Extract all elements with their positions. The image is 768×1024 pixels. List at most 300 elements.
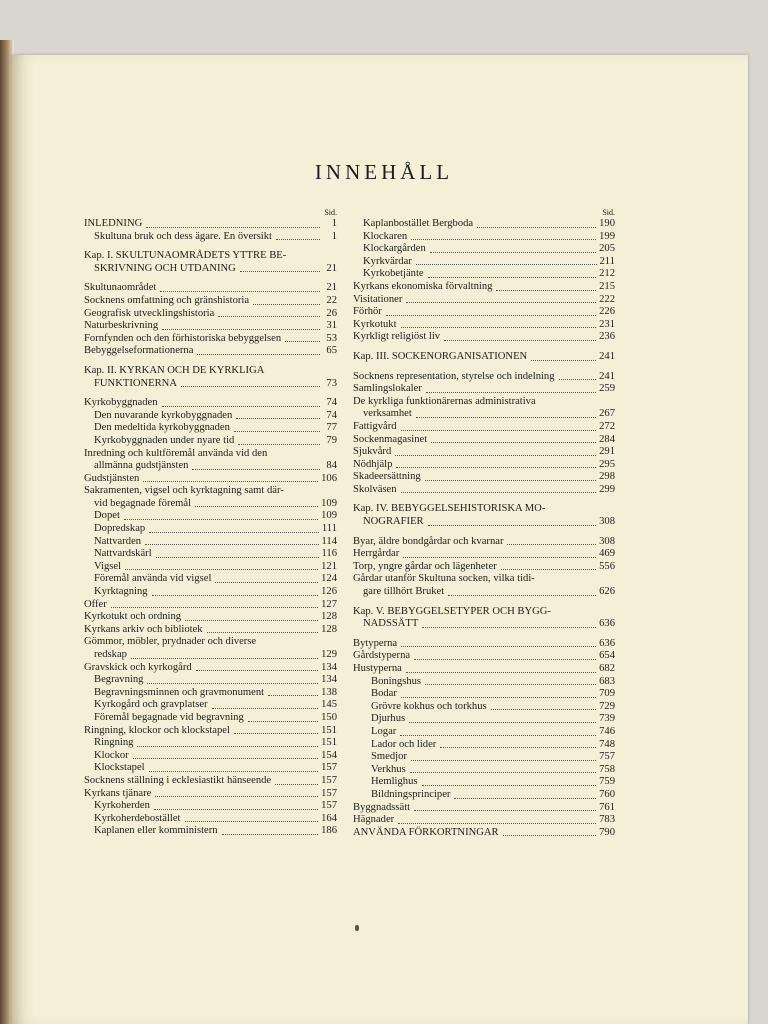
- toc-page-number: 272: [599, 420, 615, 432]
- dot-leader: [155, 796, 318, 797]
- toc-entry-label: Skadeersättning: [353, 471, 421, 483]
- toc-page-number: 199: [599, 230, 615, 242]
- dot-leader: [422, 785, 597, 786]
- toc-entry-label: Skolväsen: [353, 483, 397, 495]
- toc-page-number: 298: [599, 471, 615, 483]
- dot-leader: [431, 442, 596, 443]
- toc-entry: [353, 548, 615, 561]
- dot-leader: [145, 544, 318, 545]
- toc-entry-label: Kyrkans tjänare: [84, 787, 152, 799]
- dot-leader: [428, 277, 597, 278]
- toc-entry: [84, 624, 337, 637]
- toc-page-number: 222: [599, 293, 615, 305]
- toc-page-number: 128: [321, 611, 337, 623]
- toc-entry: [84, 536, 337, 549]
- toc-entry-label: Begravning: [94, 674, 144, 686]
- toc-entry-label: Ringning: [94, 737, 134, 749]
- dot-leader: [125, 569, 318, 570]
- toc-entry-label: Logar: [371, 725, 397, 737]
- toc-entry-label: Kyrkans ekonomiska förvaltning: [353, 280, 493, 292]
- toc-page-number: 236: [599, 331, 615, 343]
- dot-leader: [396, 467, 596, 468]
- toc-entry-label: Visitationer: [353, 293, 403, 305]
- toc-entry: [84, 365, 337, 390]
- toc-entry-label: Lador och lider: [371, 738, 437, 750]
- dot-leader: [149, 771, 319, 772]
- dot-leader: [234, 733, 318, 734]
- toc-page-number: 26: [326, 307, 337, 319]
- toc-entry: [84, 725, 337, 738]
- dot-leader: [401, 697, 596, 698]
- toc-page-number: 626: [599, 586, 615, 598]
- toc-page-number: 729: [599, 700, 615, 712]
- toc-entry: [353, 573, 615, 598]
- toc-entry: [353, 484, 615, 497]
- dot-leader: [197, 354, 320, 355]
- toc-entry-label: Kyrkobetjänte: [363, 268, 424, 280]
- toc-entry: [353, 459, 615, 472]
- toc-page-number: 111: [321, 523, 337, 535]
- toc-entry: [353, 739, 615, 752]
- toc-entry-label: De kyrkliga funktionärernas administrativa: [353, 395, 536, 407]
- toc-page-number: 211: [599, 255, 615, 267]
- toc-page-number: 308: [599, 516, 615, 528]
- dot-leader: [531, 360, 596, 361]
- toc-page-number: 74: [326, 397, 337, 409]
- toc-page-number: 1: [331, 218, 337, 229]
- dot-leader: [398, 823, 596, 824]
- toc-entry: [353, 688, 615, 701]
- toc-entry: [84, 687, 337, 700]
- dot-leader: [403, 557, 596, 558]
- toc-entry: [353, 446, 615, 459]
- toc-entry: [84, 586, 337, 599]
- dot-leader: [160, 291, 320, 292]
- toc-entry: [84, 775, 337, 788]
- toc-entry: [84, 410, 337, 423]
- toc-page-number: 205: [599, 243, 615, 255]
- dot-leader: [212, 708, 319, 709]
- sid-label: Sid.: [324, 208, 337, 217]
- dot-leader: [422, 627, 596, 628]
- toc-entry: [353, 351, 615, 364]
- toc-page-number: 757: [599, 751, 615, 763]
- toc-page-number: 77: [326, 422, 337, 434]
- toc-page-number: 748: [599, 738, 615, 750]
- dot-leader: [154, 809, 318, 810]
- toc-entry-label: Kyrkoherdebostället: [94, 812, 181, 824]
- toc-page-number: 65: [326, 345, 337, 357]
- toc-entry: [84, 435, 337, 448]
- toc-entry-label: Socknens representation, styrelse och indelning: [353, 370, 555, 382]
- toc-entry-label: Föremål använda vid vigsel: [94, 573, 212, 585]
- toc-entry: [84, 295, 337, 308]
- dot-leader: [234, 431, 320, 432]
- toc-entry: [353, 331, 615, 344]
- toc-entry: [353, 268, 615, 281]
- page-title: INNEHÅLL: [314, 160, 454, 184]
- toc-page-number: 291: [599, 446, 615, 458]
- dot-leader: [192, 469, 320, 470]
- toc-page-number: 154: [321, 749, 337, 761]
- toc-entry-label: Kyrkotukt: [353, 318, 397, 330]
- dot-leader: [410, 772, 596, 773]
- toc-page-number: 127: [321, 598, 337, 610]
- toc-page-number: 215: [599, 280, 615, 292]
- toc-entry-label: INLEDNING: [84, 218, 143, 229]
- toc-entry: [84, 599, 337, 612]
- dot-leader: [440, 747, 596, 748]
- dot-leader: [395, 455, 596, 456]
- dot-leader: [196, 670, 318, 671]
- toc-entry-label: FUNKTIONERNA: [94, 377, 177, 389]
- toc-page-number: 31: [326, 320, 337, 332]
- toc-entry: [353, 726, 615, 739]
- toc-page-number: 231: [599, 318, 615, 330]
- toc-page-number: 682: [599, 663, 615, 674]
- toc-page-number: 124: [321, 573, 337, 585]
- toc-page-number: 157: [321, 800, 337, 812]
- dot-leader: [400, 735, 596, 736]
- toc-entry: [84, 712, 337, 725]
- dot-leader: [491, 709, 596, 710]
- toc-entry: [84, 800, 337, 813]
- dot-leader: [218, 316, 320, 317]
- toc-entry-label: Den nuvarande kyrkobyggnaden: [94, 409, 233, 421]
- toc-entry-label: Djurhus: [371, 713, 406, 725]
- toc-page-number: 709: [599, 688, 615, 700]
- toc-entry: [84, 548, 337, 561]
- toc-entry-label: Dopredskap: [94, 523, 146, 535]
- toc-entry: [353, 306, 615, 319]
- toc-entry: [353, 281, 615, 294]
- toc-entry-label: Klockaren: [363, 230, 408, 242]
- toc-entry-label: Kyrkoherden: [94, 800, 150, 812]
- dot-leader: [477, 227, 596, 228]
- toc-entry: [353, 218, 615, 231]
- toc-entry-label: NADSSÄTT: [363, 618, 419, 630]
- toc-page-number: 761: [599, 801, 615, 813]
- toc-entry-label: Smedjor: [371, 751, 407, 763]
- toc-entry-label: Samlingslokaler: [353, 383, 422, 395]
- toc-page-number: 654: [599, 650, 615, 662]
- dot-leader: [444, 340, 596, 341]
- toc-entry: [353, 231, 615, 244]
- toc-entry: [353, 802, 615, 815]
- toc-entry: [353, 751, 615, 764]
- toc-entry-label: Kaplanen eller komministern: [94, 825, 218, 837]
- toc-entry-label: Byggnadssätt: [353, 801, 411, 813]
- toc-entry: [353, 319, 615, 332]
- toc-entry-label: Kyrkobyggnaden under nyare tid: [94, 434, 235, 446]
- toc-entry: [353, 371, 615, 384]
- dot-leader: [276, 239, 320, 240]
- toc-entry-label: Nattvarden: [94, 535, 142, 547]
- toc-page-number: 151: [321, 737, 337, 749]
- dot-leader: [559, 379, 597, 380]
- toc-entry-label: Begravningsminnen och gravmonument: [94, 686, 265, 698]
- toc-entry-label: redskap: [94, 649, 127, 660]
- toc-entry-label: Kyrkans arkiv och bibliotek: [84, 623, 203, 635]
- toc-entry: [353, 814, 615, 827]
- toc-entry-label: Kyrkobyggnaden: [84, 397, 158, 409]
- toc-entry-label: Gårdar utanför Skultuna socken, vilka tidi-: [353, 573, 535, 585]
- toc-entry-label: Grövre kokhus och torkhus: [371, 700, 487, 712]
- dot-leader: [428, 525, 596, 526]
- toc-entry-label: Klockor: [94, 749, 129, 761]
- toc-entry-label: Naturbeskrivning: [84, 320, 159, 332]
- toc-entry-label: Bodar: [371, 688, 397, 700]
- toc-page-number: 145: [321, 699, 337, 711]
- toc-entry-label: Kyrktagning: [94, 586, 148, 598]
- dot-leader: [124, 519, 318, 520]
- toc-page-number: 129: [321, 649, 337, 660]
- toc-page-number: 134: [321, 661, 337, 673]
- toc-entry: [84, 611, 337, 624]
- toc-page-number: 73: [326, 377, 337, 389]
- dot-leader: [507, 544, 596, 545]
- toc-entry-label: Kap. IV. BEBYGGELSEHISTORISKA MO-: [353, 503, 546, 515]
- dot-leader: [401, 492, 597, 493]
- toc-entry-label: SKRIVNING OCH UTDANING: [94, 262, 236, 274]
- toc-page-number: 469: [599, 548, 615, 560]
- dot-leader: [137, 746, 318, 747]
- toc-page-number: 259: [599, 383, 615, 395]
- dot-leader: [195, 506, 318, 507]
- toc-entry-label: Offer: [84, 598, 107, 610]
- toc-entry-label: Bytyperna: [353, 637, 398, 649]
- toc-page-number: 226: [599, 306, 615, 318]
- toc-page-number: 295: [599, 458, 615, 470]
- toc-entry: [84, 510, 337, 523]
- toc-right-list: [353, 218, 615, 839]
- toc-entry: [84, 573, 337, 586]
- toc-entry-label: Fornfynden och den förhistoriska bebyggelsen: [84, 332, 282, 344]
- toc-entry-label: verksamhet: [363, 408, 412, 420]
- toc-page-number: 186: [321, 825, 337, 837]
- toc-entry-label: Ringning, klockor och klockstapel: [84, 724, 230, 736]
- dot-leader: [248, 721, 318, 722]
- toc-page-number: 114: [321, 535, 337, 547]
- toc-entry-label: Gömmor, möbler, prydnader och diverse: [84, 636, 257, 648]
- dot-leader: [149, 532, 319, 533]
- toc-entry-label: Fattigvård: [353, 420, 397, 432]
- dot-leader: [185, 620, 318, 621]
- toc-entry-label: allmänna gudstjänsten: [94, 460, 189, 472]
- dot-leader: [236, 418, 320, 419]
- dot-leader: [411, 760, 596, 761]
- toc-entry-label: Bildningsprinciper: [371, 788, 451, 800]
- toc-entry: [84, 485, 337, 510]
- dot-leader: [131, 658, 318, 659]
- toc-page-number: 299: [599, 483, 615, 495]
- toc-page-number: 109: [321, 497, 337, 509]
- toc-entry: [353, 243, 615, 256]
- toc-entry: [84, 345, 337, 358]
- dot-leader: [386, 315, 596, 316]
- toc-page-number: 284: [599, 433, 615, 445]
- toc-entry: [353, 638, 615, 651]
- dot-leader: [409, 722, 596, 723]
- toc-page-number: 739: [599, 713, 615, 725]
- toc-page-number: 308: [599, 535, 615, 547]
- toc-page-number: 760: [599, 788, 615, 800]
- toc-page-number: 116: [321, 548, 337, 560]
- toc-page-number: 1: [331, 230, 337, 242]
- toc-entry: [84, 636, 337, 661]
- dot-leader: [162, 329, 320, 330]
- toc-page-number: 746: [599, 725, 615, 737]
- dot-leader: [222, 834, 319, 835]
- toc-entry: [84, 750, 337, 763]
- dot-leader: [454, 798, 596, 799]
- dot-leader: [240, 271, 320, 272]
- dot-leader: [185, 821, 319, 822]
- toc-page-number: 134: [321, 674, 337, 686]
- toc-entry-label: Sakramenten, vigsel och kyrktagning samt där-: [84, 485, 284, 497]
- toc-entry-label: Socknens omfattning och gränshistoria: [84, 294, 250, 306]
- dot-leader: [253, 304, 320, 305]
- toc-entry-label: Hemlighus: [371, 776, 418, 788]
- toc-entry-label: Klockstapel: [94, 762, 145, 774]
- toc-entry-label: Kap. III. SOCKENORGANISATIONEN: [353, 350, 528, 362]
- toc-entry: [84, 250, 337, 275]
- dot-leader: [238, 444, 320, 445]
- toc-page-number: 21: [326, 282, 337, 294]
- toc-entry: [353, 776, 615, 789]
- toc-entry-label: Kyrkvärdar: [363, 255, 412, 267]
- toc-entry: [353, 827, 615, 840]
- toc-entry: [84, 788, 337, 801]
- toc-entry: [84, 473, 337, 486]
- toc-entry: [353, 764, 615, 777]
- toc-entry: [353, 294, 615, 307]
- toc-entry-label: ANVÄNDA FÖRKORTNINGAR: [353, 826, 499, 838]
- dot-leader: [143, 481, 318, 482]
- toc-entry-label: Kyrkogård och gravplatser: [94, 699, 208, 711]
- toc-entry: [353, 396, 615, 421]
- toc-entry-label: Kyrkotukt och ordning: [84, 611, 182, 623]
- toc-page-number: 636: [599, 618, 615, 630]
- toc-entry: [84, 218, 337, 231]
- toc-entry-label: Kap. II. KYRKAN OCH DE KYRKLIGA: [84, 364, 265, 376]
- toc-entry-label: NOGRAFIER: [363, 516, 424, 528]
- toc-entry: [84, 662, 337, 675]
- toc-entry: [84, 523, 337, 536]
- page-mark: [355, 925, 359, 931]
- toc-page-number: 157: [321, 762, 337, 774]
- toc-page-number: 759: [599, 776, 615, 788]
- toc-entry: [84, 308, 337, 321]
- dot-leader: [111, 607, 318, 608]
- toc-page-number: 683: [599, 675, 615, 687]
- toc-entry: [353, 650, 615, 663]
- dot-leader: [156, 557, 319, 558]
- dot-leader: [133, 758, 318, 759]
- toc-entry-label: Den medeltida kyrkobyggnaden: [94, 422, 230, 434]
- toc-page-number: 53: [326, 332, 337, 344]
- toc-entry-label: Vigsel: [94, 560, 122, 572]
- toc-entry: [84, 422, 337, 435]
- toc-entry-label: Skultunaområdet: [84, 282, 157, 294]
- toc-entry-label: Dopet: [94, 510, 120, 522]
- toc-page-number: 783: [599, 814, 615, 826]
- toc-page-number: 138: [321, 686, 337, 698]
- toc-entry: [84, 762, 337, 775]
- toc-entry-label: Inredning och kultföremål använda vid den: [84, 447, 268, 459]
- toc-entry-label: Nödhjälp: [353, 458, 393, 470]
- toc-page-number: 84: [326, 460, 337, 472]
- dot-leader: [503, 835, 596, 836]
- toc-page-number: 150: [321, 711, 337, 723]
- toc-page-number: 121: [321, 560, 337, 572]
- toc-entry: [84, 282, 337, 295]
- toc-entry-label: Nattvardskärl: [94, 548, 152, 560]
- dot-leader: [425, 480, 596, 481]
- toc-entry: [353, 676, 615, 689]
- dot-leader: [285, 341, 320, 342]
- toc-entry: [353, 421, 615, 434]
- toc-entry-label: Kyrkligt religiöst liv: [353, 331, 441, 343]
- toc-entry-label: Socknens ställning i ecklesiastikt hänseende: [84, 774, 272, 786]
- dot-leader: [414, 659, 596, 660]
- toc-entry: [84, 320, 337, 333]
- toc-entry-label: vid begagnade föremål: [94, 497, 192, 509]
- dot-leader: [152, 595, 319, 596]
- toc-page-number: 758: [599, 763, 615, 775]
- toc-entry: [353, 561, 615, 574]
- toc-entry: [84, 699, 337, 712]
- toc-page-number: 164: [321, 812, 337, 824]
- toc-page-number: 151: [321, 724, 337, 736]
- toc-entry: [84, 448, 337, 473]
- dot-leader: [411, 239, 596, 240]
- dot-leader: [181, 386, 320, 387]
- dot-leader: [426, 392, 596, 393]
- toc-entry-label: Gravskick och kyrkogård: [84, 661, 192, 673]
- toc-entry-label: Byar, äldre bondgårdar och kvarnar: [353, 535, 504, 547]
- toc-entry: [84, 333, 337, 346]
- dot-leader: [401, 327, 597, 328]
- toc-entry-label: Geografisk utvecklingshistoria: [84, 307, 215, 319]
- toc-entry-label: Sockenmagasinet: [353, 433, 428, 445]
- toc-entry-label: Hustyperna: [353, 663, 402, 674]
- toc-entry: [353, 503, 615, 528]
- dot-leader: [416, 264, 597, 265]
- toc-page-number: 241: [599, 370, 615, 382]
- dot-leader: [275, 784, 318, 785]
- toc-page-number: 21: [326, 262, 337, 274]
- toc-entry: [84, 813, 337, 826]
- dot-leader: [416, 417, 596, 418]
- toc-entry: [84, 231, 337, 244]
- toc-entry-label: Föremål begagnade vid begravning: [94, 711, 244, 723]
- toc-entry: [353, 383, 615, 396]
- toc-entry: [84, 674, 337, 687]
- toc-entry: [84, 561, 337, 574]
- toc-page-number: 556: [599, 560, 615, 572]
- toc-page-number: 157: [321, 787, 337, 799]
- toc-entry: [353, 701, 615, 714]
- toc-page-number: 190: [599, 218, 615, 229]
- dot-leader: [207, 632, 319, 633]
- dot-leader: [215, 582, 318, 583]
- dot-leader: [414, 810, 596, 811]
- toc-entry: [353, 256, 615, 269]
- toc-entry-label: Torp, yngre gårdar och lägenheter: [353, 560, 497, 572]
- toc-right-column: [353, 207, 615, 839]
- toc-page-number: 241: [599, 350, 615, 362]
